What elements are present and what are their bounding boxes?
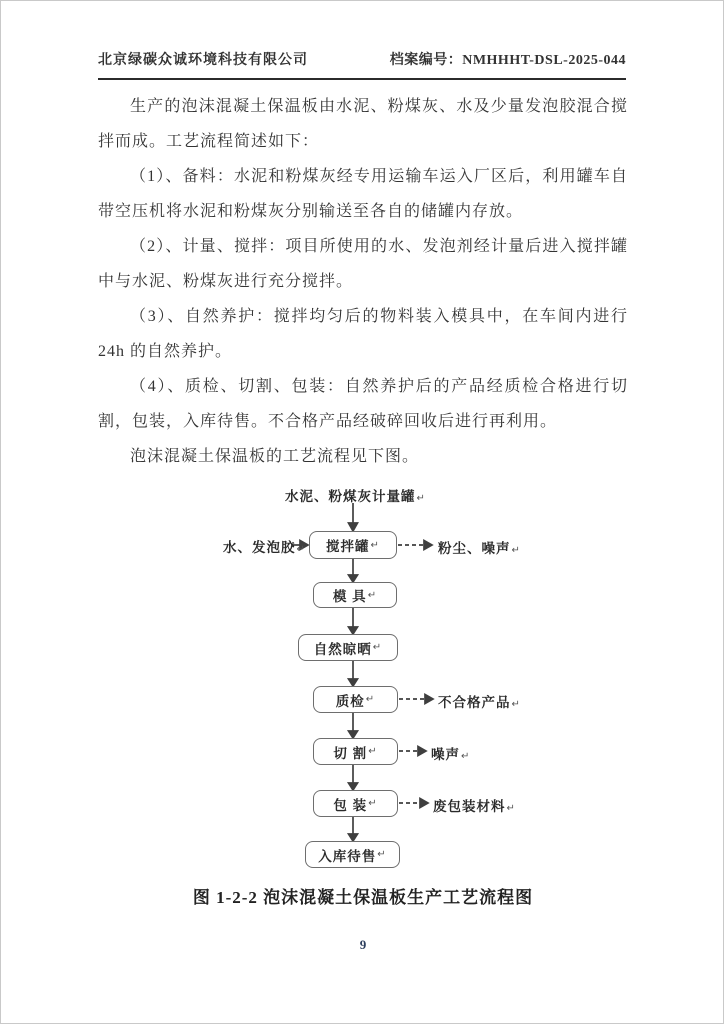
flow-output-dust-noise [438, 537, 521, 557]
process-flowchart [1, 481, 724, 881]
eol-mark: ↵ [461, 751, 471, 762]
flow-node-packing [313, 790, 398, 817]
flow-output-noise [431, 743, 470, 763]
eol-mark: ↵ [365, 694, 376, 705]
eol-mark: ↵ [377, 849, 387, 860]
flow-source-label [285, 485, 425, 505]
eol-mark: ↵ [296, 544, 306, 555]
paragraph-intro: 生产的泡沫混凝土保温板由水泥、粉煤灰、水及少量发泡胶混合搅拌而成。工艺流程简述如下： [98, 98, 628, 150]
archive-number-value: NMHHHT-DSL-2025-044 [462, 53, 626, 68]
paragraph-step4: （4）、质检、切割、包装：自然养护后的产品经质检合格进行切割，包装，入库待售。不合格产品经破碎回收后进行再利用。 [98, 378, 628, 430]
flow-node-natural-drying [298, 634, 398, 661]
figure-caption: 图 1-2-2 泡沫混凝土保温板生产工艺流程图 [192, 888, 534, 907]
flow-output-text: 废包装材料 [433, 799, 506, 814]
flow-node-cutting [313, 738, 398, 765]
eol-mark: ↵ [416, 493, 426, 504]
flow-output-text: 粉尘、噪声 [438, 541, 511, 556]
page-header [98, 49, 626, 80]
eol-mark: ↵ [506, 803, 516, 814]
flow-node-label: 自然晾晒 [313, 641, 372, 657]
flow-node-quality-check [313, 686, 398, 713]
flow-output-text: 噪声 [431, 747, 460, 762]
archive-number [390, 49, 626, 69]
flow-output-packaging-waste [433, 795, 516, 815]
flow-output-rejects [438, 691, 521, 711]
paragraph-step1: （1）、备料：水泥和粉煤灰经专用运输车运入厂区后，利用罐车自带空压机将水泥和粉煤灰分别输送至各自的储罐内存放。 [98, 168, 628, 220]
eol-mark: ↵ [368, 746, 378, 757]
flow-input-text: 水、发泡胶 [223, 540, 296, 555]
flow-source-text: 水泥、粉煤灰计量罐 [285, 489, 416, 504]
flow-node-storage [305, 841, 400, 868]
flow-node-label: 包 装 [333, 797, 368, 813]
flow-node-label: 切 割 [333, 745, 368, 761]
flow-node-mold [313, 582, 397, 608]
flow-node-label: 质检 [335, 693, 365, 709]
page-number: 9 [359, 937, 367, 952]
company-name: 北京绿碳众诚环境科技有限公司 [98, 53, 308, 68]
eol-mark: ↵ [367, 589, 378, 601]
flow-node-label: 模 具 [332, 589, 367, 604]
eol-mark: ↵ [368, 798, 378, 809]
archive-label: 档案编号： [389, 53, 463, 68]
eol-mark: ↵ [370, 539, 380, 551]
paragraph-step3: （3）、自然养护：搅拌均匀后的物料装入模具中，在车间内进行 24h 的自然养护。 [98, 308, 628, 360]
eol-mark: ↵ [372, 642, 383, 653]
paragraph-step2: （2）、计量、搅拌：项目所使用的水、发泡剂经计量后进入搅拌罐中与水泥、粉煤灰进行充分搅拌。 [98, 238, 628, 290]
flow-node-mixer [309, 531, 397, 559]
flow-output-text: 不合格产品 [438, 695, 511, 710]
eol-mark: ↵ [511, 545, 521, 556]
flow-node-label: 入库待售 [318, 848, 377, 864]
paragraph-figure-ref: 泡沫混凝土保温板的工艺流程见下图。 [130, 448, 420, 465]
eol-mark: ↵ [511, 699, 521, 710]
flow-node-label: 搅拌罐 [326, 539, 370, 554]
body-text [98, 89, 628, 474]
flow-input-label [223, 536, 306, 556]
